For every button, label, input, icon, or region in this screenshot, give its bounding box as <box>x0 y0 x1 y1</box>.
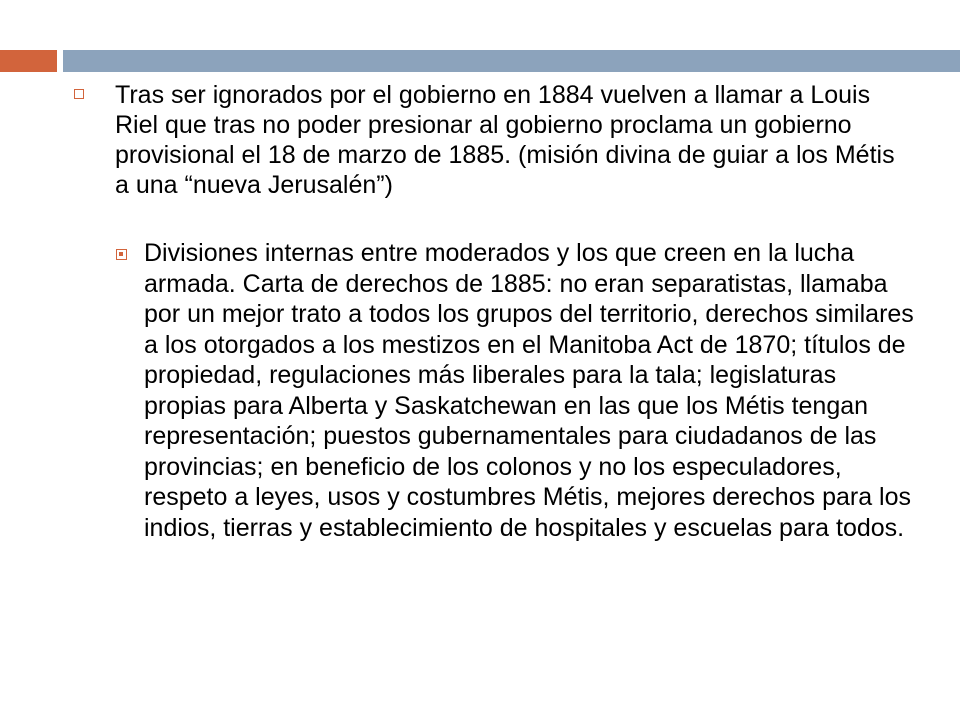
hollow-square-bullet-icon <box>74 89 84 99</box>
filled-square-bullet-icon <box>116 249 127 260</box>
sub-bullet-text: Divisiones internas entre moderados y los que creen en la lucha armada. Carta de derechos de 1885: no eran separatistas, llamaba por un mejor trato a todos los grupos del territorio, derechos similares a los otorgados a los mestizos en el Manitoba Act de 1870; títulos de propiedad, regulaciones más liberales para la tala; legislaturas propias para Alberta y Saskatchewan en las que los Métis tengan representación; puestos gubernamentales para ciudadanos de las provincias; en beneficio de los colonos y no los especuladores, respeto a leyes, usos y costumbres Métis, mejores derechos para los indios, tierras y establecimiento de hospitales y escuelas para todos. <box>144 239 914 542</box>
bullet-text: Tras ser ignorados por el gobierno en 1884 vuelven a llamar a Louis Riel que tras no poder presionar al gobierno proclama un gobierno provisional el 18 de marzo de 1885. (misión divina de guiar a los Métis a una “nueva Jerusalén”) <box>115 81 895 199</box>
